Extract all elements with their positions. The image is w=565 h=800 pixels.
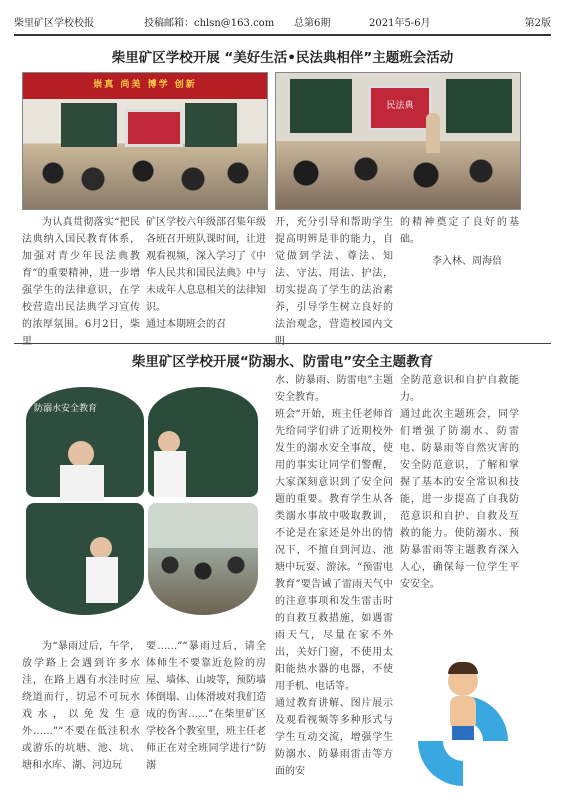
publication-name: 柴里矿区学校校报 — [14, 17, 94, 29]
page-header — [14, 8, 551, 36]
classroom-screen-2 — [368, 85, 432, 131]
article1-photo-left — [22, 72, 268, 210]
article1-column-1: 为认真贯彻落实“把民法典纳入国民教育体系，加强对青少年民法典教育”的重要精神，进一步增强学生的法律意识，在学校营造出民法典学习宣传的浓厚氛围。6月2日，柴里 — [22, 217, 140, 347]
article1-byline: 李入林、周海倍 — [432, 256, 502, 267]
page-number: 第2版 — [524, 17, 551, 29]
article2-column-4: 全防范意识和自护自救能力。 通过此次主题班会，同学们增强了防溺水、防雷电、防暴雨等自然灾害的安全防范意识，了解和掌握了基本的安全常识和技能，进一步提高了自我防范意识和自护、自救及互救的能力。使防溺水、预防暴雷雨等主题教育深入人心，确保每一位学生平安安全。 — [400, 375, 519, 590]
issue-date: 2021年5-6月 — [369, 17, 431, 29]
article2-column-3: 水、防暴雨、防雷电”主题安全教育。 班会“开始，班主任老师首先给同学们讲了近期校外发生的溺水安全事故，使用的事实让同学们警醒，大家深刻意识到了安全问题的重要。教育学生从各类溺水事故中吸取教训，不论是在家还是外出的情况下，不擅自到河边、池塘中玩耍、游泳。“预雷电教育”要告诫了雷雨天气中的注意事项和发生雷击时的自救互救措施，如遇雷雨天气，尽量在家不外出，关好门窗，不使用太阳能热水器的电器，不使用手机、电话等。 通过教育讲解、图片展示及观看视频等多种形式与学生互动交流，增强学生防溺水、防暴雨雷击等方面的安 — [275, 375, 393, 777]
submission-email: 投稿邮箱：chlsn@163.com — [144, 17, 275, 29]
screen-text: 民法典 — [386, 101, 414, 111]
article1-column-4: 的精神奠定了良好的基础。 — [400, 217, 519, 245]
article2-column-2: 要……”“暴雨过后，请全体师生不要靠近危险的房屋、墙体、山坡等，预防墙体倒塌、山体滑坡对我们造成的伤害……”在柴里矿区学校各个教室里，班主任老师正在对全班同学进行“防溺 — [146, 641, 266, 771]
article1-photo-right — [275, 72, 521, 210]
classroom-banner: 崇真 尚美 博学 创新 — [93, 80, 197, 90]
article2-title: 柴里矿区学校开展“防溺水、防雷电”安全主题教育 — [131, 354, 434, 370]
board-text: 防溺水安全教育 — [34, 404, 98, 414]
article1-title: 柴里矿区学校开展 “美好生活•民法典相伴”主题班会活动 — [111, 50, 454, 66]
issue-number: 总第6期 — [294, 17, 331, 29]
article1-column-3: 开，充分引导和帮助学生提高明辨是非的能力，自觉做到学法、尊法、知法、守法、用法、护法，切实提高了学生的法治素养，引导学生树立良好的法治观念，营造校园内文明 — [275, 217, 393, 347]
section-divider — [14, 343, 551, 344]
classroom-screen — [125, 109, 183, 147]
article1-column-2: 矿区学校六年级部召集年级各班召开班队课时间，让进观看视频，深入学习了《中华人民共和国民法典》中与未成年人息息相关的法律知识。 通过本期班会的召 — [146, 217, 266, 330]
article2-column-1: 为“暴雨过后，午学，放学路上会遇到许多水洼，在路上遇有水洼时应绕道而行，切忌不可玩水戏水，以免发生意外……”“不要在低洼积水或游乐的坑塘、池、坑、塘和水库、湖、河边玩 — [22, 641, 140, 771]
swim-ring-illustration — [410, 656, 520, 794]
article2-photo-collage — [22, 383, 262, 619]
